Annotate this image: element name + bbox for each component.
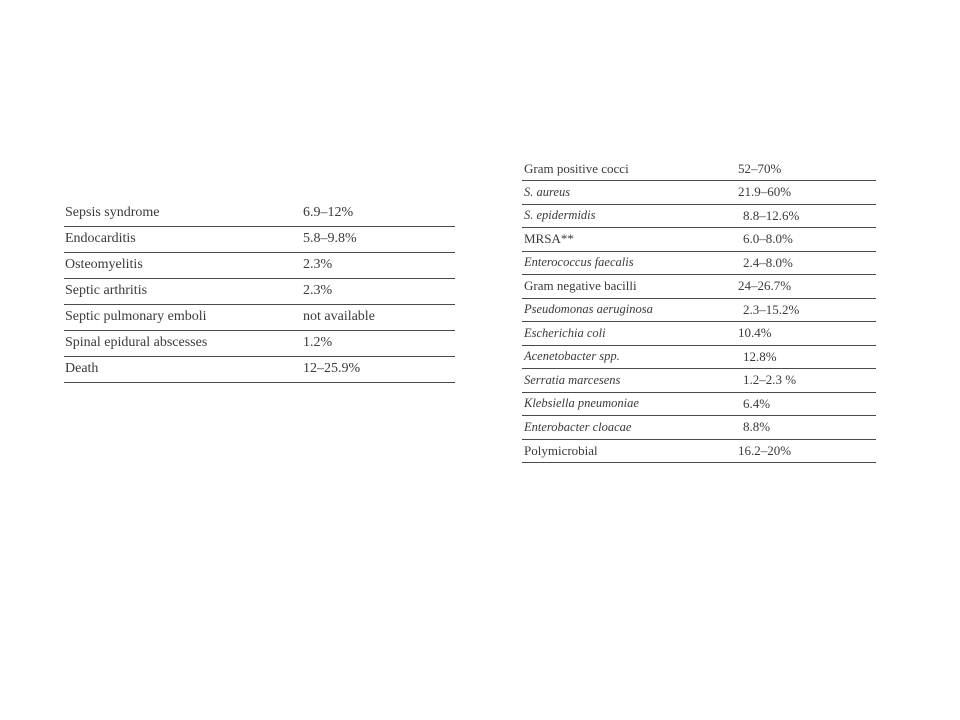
row-label: Klebsiella pneumoniae bbox=[522, 392, 738, 416]
table-row bbox=[522, 298, 876, 322]
table-row bbox=[522, 251, 876, 275]
row-value: 6.0–8.0% bbox=[738, 228, 876, 252]
row-label: Endocarditis bbox=[64, 226, 302, 252]
organisms-table bbox=[522, 157, 876, 463]
row-value: 10.4% bbox=[738, 322, 876, 346]
row-label: Spinal epidural abscesses bbox=[64, 330, 302, 356]
row-value: 1.2–2.3 % bbox=[738, 369, 876, 393]
table-row bbox=[522, 416, 876, 440]
table-row bbox=[522, 157, 876, 181]
row-label: Sepsis syndrome bbox=[64, 200, 302, 226]
row-value: not available bbox=[302, 304, 455, 330]
table-row bbox=[64, 330, 455, 356]
row-label: S. aureus bbox=[522, 181, 738, 205]
row-value: 52–70% bbox=[738, 157, 876, 181]
row-value: 6.9–12% bbox=[302, 200, 455, 226]
row-value: 2.4–8.0% bbox=[738, 251, 876, 275]
row-label: Gram positive cocci bbox=[522, 157, 738, 181]
row-label: Enterobacter cloacae bbox=[522, 416, 738, 440]
row-label: Gram negative bacilli bbox=[522, 275, 738, 299]
table-row bbox=[522, 322, 876, 346]
complications-table bbox=[64, 200, 455, 383]
row-label: MRSA** bbox=[522, 228, 738, 252]
row-label: Acenetobacter spp. bbox=[522, 345, 738, 369]
row-value: 1.2% bbox=[302, 330, 455, 356]
table-row bbox=[522, 369, 876, 393]
table-row bbox=[522, 439, 876, 463]
row-label: Septic pulmonary emboli bbox=[64, 304, 302, 330]
table-row bbox=[64, 226, 455, 252]
row-label: Septic arthritis bbox=[64, 278, 302, 304]
row-value: 12–25.9% bbox=[302, 356, 455, 382]
table-row bbox=[64, 304, 455, 330]
row-label: Death bbox=[64, 356, 302, 382]
row-label: Serratia marcesens bbox=[522, 369, 738, 393]
table-row bbox=[522, 345, 876, 369]
row-value: 2.3–15.2% bbox=[738, 298, 876, 322]
row-value: 8.8% bbox=[738, 416, 876, 440]
row-value: 12.8% bbox=[738, 345, 876, 369]
table-row bbox=[522, 228, 876, 252]
row-label: Pseudomonas aeruginosa bbox=[522, 298, 738, 322]
row-value: 2.3% bbox=[302, 252, 455, 278]
table-row bbox=[64, 252, 455, 278]
table-row bbox=[64, 356, 455, 382]
row-value: 5.8–9.8% bbox=[302, 226, 455, 252]
table-row bbox=[522, 181, 876, 205]
row-label: Osteomyelitis bbox=[64, 252, 302, 278]
row-value: 16.2–20% bbox=[738, 439, 876, 463]
table-row bbox=[64, 200, 455, 226]
row-label: Enterococcus faecalis bbox=[522, 251, 738, 275]
table-row bbox=[522, 275, 876, 299]
row-value: 8.8–12.6% bbox=[738, 204, 876, 228]
row-value: 21.9–60% bbox=[738, 181, 876, 205]
row-value: 6.4% bbox=[738, 392, 876, 416]
table-row bbox=[64, 278, 455, 304]
row-label: Polymicrobial bbox=[522, 439, 738, 463]
row-label: S. epidermidis bbox=[522, 204, 738, 228]
row-value: 24–26.7% bbox=[738, 275, 876, 299]
table-row bbox=[522, 392, 876, 416]
row-value: 2.3% bbox=[302, 278, 455, 304]
table-row bbox=[522, 204, 876, 228]
row-label: Escherichia coli bbox=[522, 322, 738, 346]
